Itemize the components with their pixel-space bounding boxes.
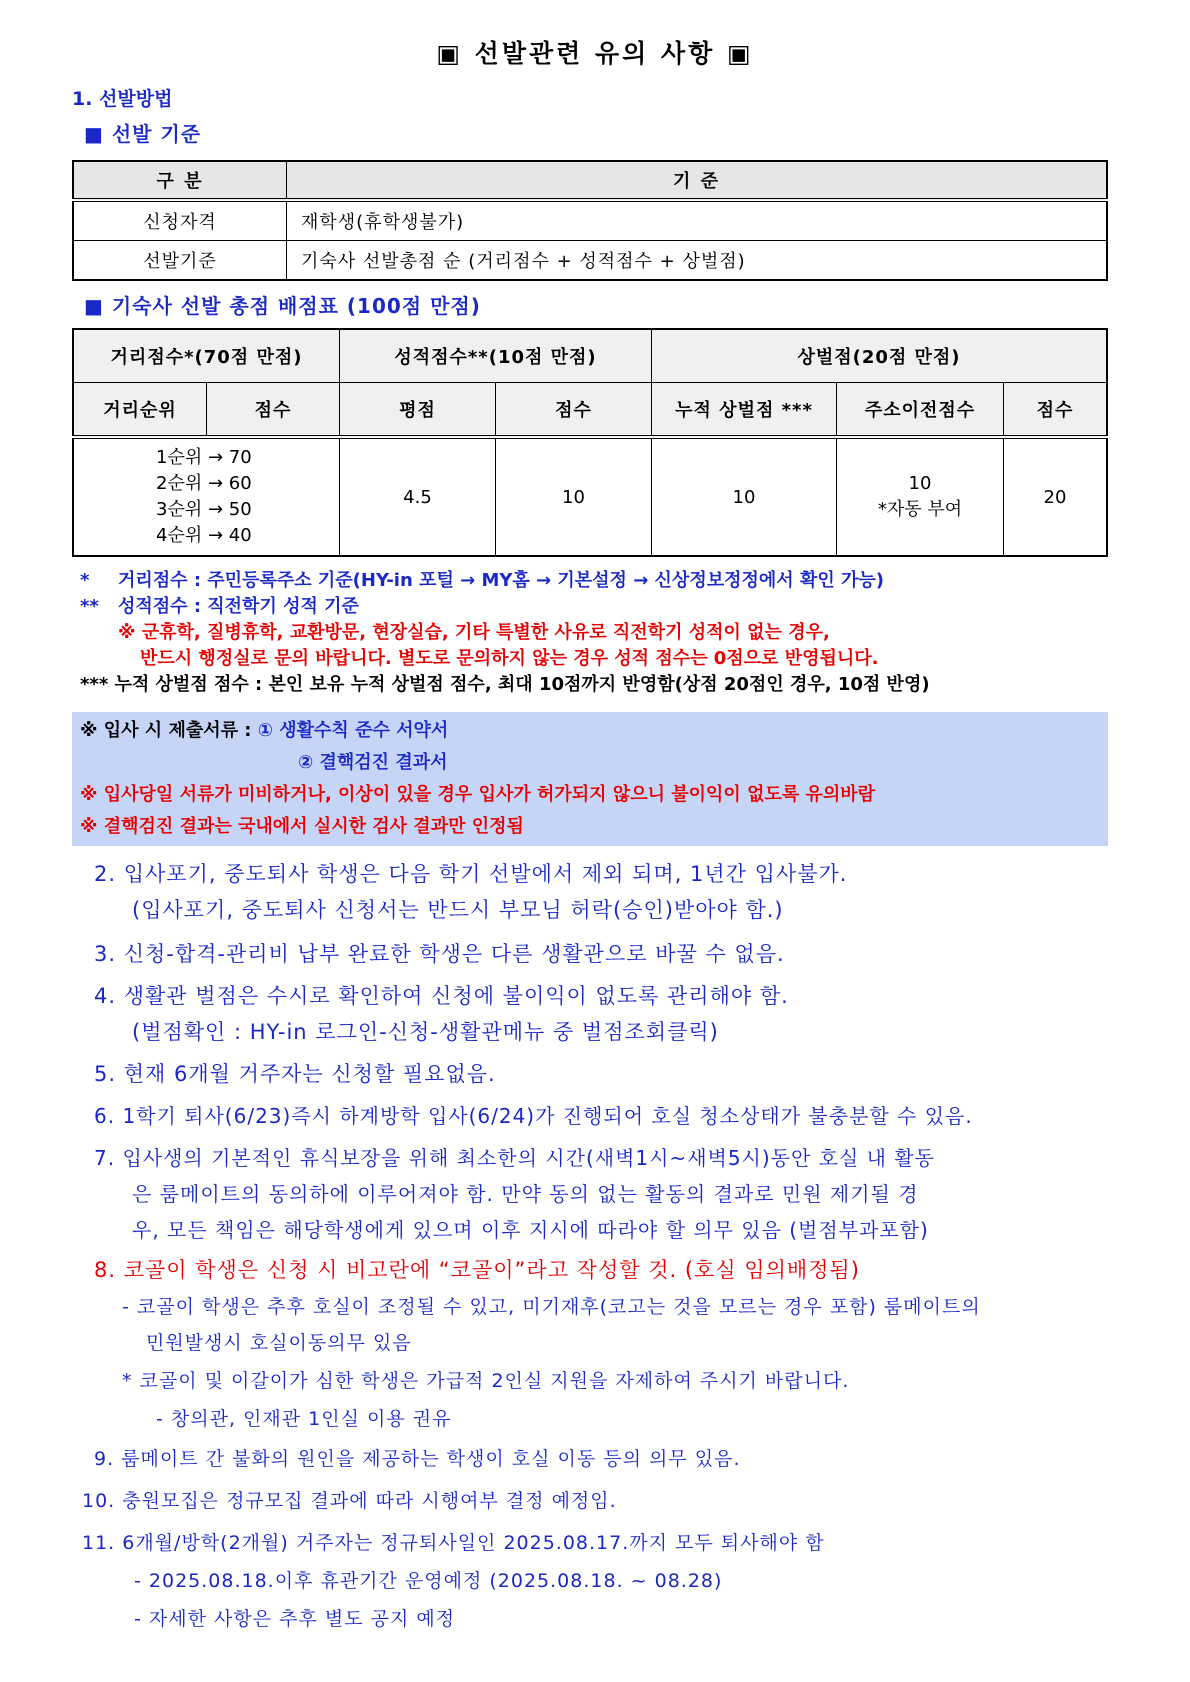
submission-row bbox=[80, 716, 448, 742]
list-item: 민원발생시 호실이동의무 있음 bbox=[146, 1332, 412, 1354]
footnote-text: 거리점수 : 주민등록주소 기준(HY-in 포털 → MY홈 → 기본설정 → 신상정보정정에서 확인 가능) bbox=[118, 570, 884, 591]
sub-header: 주소이전점수 bbox=[837, 383, 1004, 438]
submission-label: ※ 입사 시 제출서류 : bbox=[80, 720, 252, 741]
footnote-grade bbox=[80, 594, 930, 620]
list-item: 10. 충원모집은 정규모집 결과에 따라 시행여부 결정 예정임. bbox=[82, 1490, 617, 1512]
list-item: 5. 현재 6개월 거주자는 신청할 필요없음. bbox=[94, 1062, 496, 1086]
group-header-grade: 성적점수**(10점 만점) bbox=[340, 329, 652, 383]
list-item: - 코골이 학생은 추후 호실이 조정될 수 있고, 미기재후(코고는 것을 모르는 경우 포함) 룸메이트의 bbox=[122, 1296, 981, 1318]
table-cell: 신청자격 bbox=[73, 200, 287, 241]
submission-doc: ② 결핵검진 결과서 bbox=[298, 752, 448, 773]
rank-line: 1순위 → 70 bbox=[156, 447, 252, 468]
footnote-merit: *** 누적 상벌점 점수 : 본인 보유 누적 상벌점 점수, 최대 10점까지 반영함(상점 20점인 경우, 10점 반영) bbox=[80, 674, 930, 695]
footnote-warning: ※ 군휴학, 질병휴학, 교환방문, 현장실습, 기타 특별한 사유로 직전학기 성적이 없는 경우, bbox=[118, 622, 830, 643]
table-cell: 선발기준 bbox=[73, 241, 287, 281]
footnote-text: 성적점수 : 직전학기 성적 기준 bbox=[118, 596, 359, 617]
table-cell: 기숙사 선발총점 순 (거리점수 + 성적점수 + 상벌점) bbox=[287, 241, 1108, 281]
list-item: 4. 생활관 벌점은 수시로 확인하여 신청에 불이익이 없도록 관리해야 함. bbox=[94, 984, 789, 1008]
merit-cell: 10 bbox=[652, 437, 837, 556]
sub-header: 평점 bbox=[340, 383, 496, 438]
list-item: - 창의관, 인재관 1인실 이용 권유 bbox=[156, 1408, 452, 1430]
submission-warning: ※ 입사당일 서류가 미비하거나, 이상이 있을 경우 입사가 허가되지 않으니 불이익이 없도록 유의바람 bbox=[80, 784, 876, 805]
list-item: - 자세한 사항은 추후 별도 공지 예정 bbox=[134, 1608, 456, 1630]
gpa-cell: 4.5 bbox=[340, 437, 496, 556]
table-row bbox=[73, 200, 1107, 241]
list-item: (입사포기, 중도퇴사 신청서는 반드시 부모님 허락(승인)받아야 함.) bbox=[132, 898, 784, 922]
footnote-mark: * bbox=[80, 570, 90, 591]
table-header: 구 분 bbox=[73, 161, 287, 200]
list-item: 은 룸메이트의 동의하에 이루어져야 함. 만약 동의 없는 활동의 결과로 민원 제기될 경 bbox=[132, 1182, 919, 1206]
rank-line: 4순위 → 40 bbox=[156, 525, 252, 546]
list-item: 2. 입사포기, 중도퇴사 학생은 다음 학기 선발에서 제외 되며, 1년간 입사불가. bbox=[94, 862, 848, 886]
sub-header: 점수 bbox=[496, 383, 652, 438]
list-item: 우, 모든 책임은 해당학생에게 있으며 이후 지시에 따라야 할 의무 있음 (벌점부과포함) bbox=[132, 1218, 929, 1242]
table-row bbox=[73, 437, 1107, 556]
rank-line: 3순위 → 50 bbox=[156, 499, 252, 520]
score-table bbox=[72, 328, 1108, 557]
list-item: 11. 6개월/방학(2개월) 거주자는 정규퇴사일인 2025.08.17.까지 모두 퇴사해야 함 bbox=[82, 1532, 825, 1554]
address-score-cell bbox=[837, 437, 1004, 556]
list-item: 3. 신청-합격-관리비 납부 완료한 학생은 다른 생활관으로 바꿀 수 없음. bbox=[94, 942, 785, 966]
rank-cell bbox=[73, 437, 340, 556]
footnote-mark: ** bbox=[80, 596, 99, 617]
footnote-warning: 반드시 행정실로 문의 바랍니다. 별도로 문의하지 않는 경우 성적 점수는 0점으로 반영됩니다. bbox=[140, 648, 879, 669]
sub-header: 누적 상벌점 *** bbox=[652, 383, 837, 438]
footnote-distance bbox=[80, 568, 930, 594]
page-title: ▣ 선발관련 유의 사항 ▣ bbox=[436, 39, 754, 68]
list-item: (벌점확인 : HY-in 로그인-신청-생활관메뉴 중 벌점조회클릭) bbox=[132, 1020, 719, 1044]
table-row bbox=[73, 241, 1107, 281]
rank-line: 2순위 → 60 bbox=[156, 473, 252, 494]
list-item: * 코골이 및 이갈이가 심한 학생은 가급적 2인실 지원을 자제하여 주시기 바랍니다. bbox=[122, 1370, 850, 1392]
list-item: 7. 입사생의 기본적인 휴식보장을 위해 최소한의 시간(새벽1시~새벽5시)동안 호실 내 활동 bbox=[94, 1146, 935, 1170]
list-item: 9. 룸메이트 간 불화의 원인을 제공하는 학생이 호실 이동 등의 의무 있음. bbox=[94, 1448, 741, 1470]
footnotes bbox=[80, 568, 930, 698]
address-score: 10 bbox=[908, 473, 932, 494]
submission-doc: ① 생활수칙 준수 서약서 bbox=[257, 720, 449, 741]
sub-header: 점수 bbox=[207, 383, 340, 438]
sub-header: 점수 bbox=[1004, 383, 1108, 438]
gpa-score-cell: 10 bbox=[496, 437, 652, 556]
group-header-merit: 상벌점(20점 만점) bbox=[652, 329, 1108, 383]
table-cell: 재학생(휴학생불가) bbox=[287, 200, 1108, 241]
submission-warning: ※ 결핵검진 결과는 국내에서 실시한 검사 결과만 인정됨 bbox=[80, 816, 524, 837]
score-table-heading: ■ 기숙사 선발 총점 배점표 (100점 만점) bbox=[84, 294, 481, 318]
group-header-distance: 거리점수*(70점 만점) bbox=[73, 329, 340, 383]
criteria-table bbox=[72, 160, 1108, 281]
list-item: - 2025.08.18.이후 휴관기간 운영예정 (2025.08.18. ~ 08.28) bbox=[134, 1570, 723, 1592]
list-item: 8. 코골이 학생은 신청 시 비고란에 “코골이”라고 작성할 것. (호실 임의배정됨) bbox=[94, 1258, 860, 1282]
section-heading: 1. 선발방법 bbox=[72, 88, 173, 110]
sub-header: 거리순위 bbox=[73, 383, 207, 438]
merit-score-cell: 20 bbox=[1004, 437, 1108, 556]
address-note: *자동 부여 bbox=[877, 499, 963, 520]
table-header: 기 준 bbox=[287, 161, 1108, 200]
criteria-heading: ■ 선발 기준 bbox=[84, 122, 202, 146]
submission-box bbox=[72, 712, 1108, 846]
list-item: 6. 1학기 퇴사(6/23)즉시 하계방학 입사(6/24)가 진행되어 호실 청소상태가 불충분할 수 있음. bbox=[94, 1104, 973, 1128]
